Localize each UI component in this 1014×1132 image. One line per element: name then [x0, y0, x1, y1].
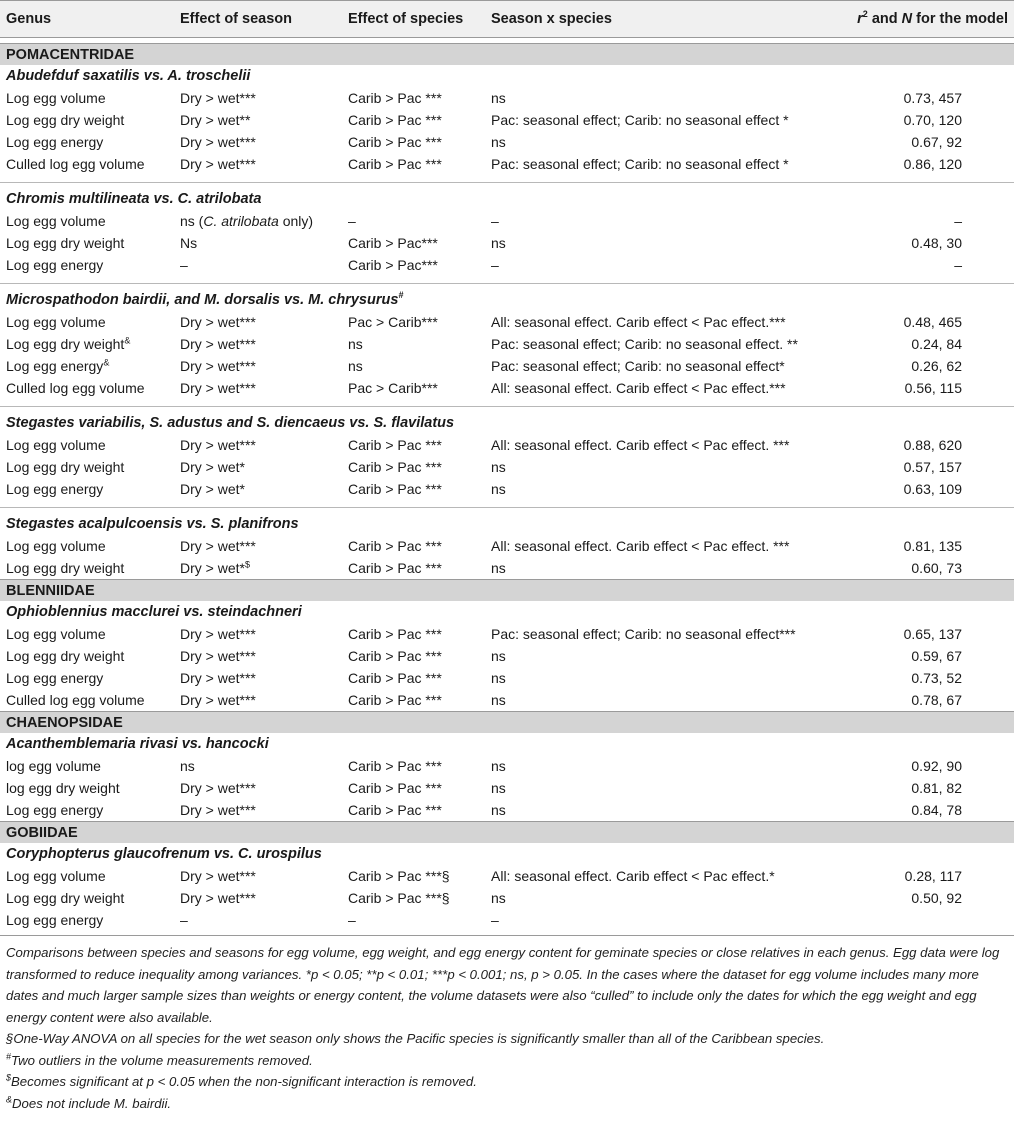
group-divider [0, 175, 1014, 183]
table-row: Log egg energy& Dry > wet*** ns Pac: seasonal effect; Carib: no seasonal effect* 0.26, 62 [6, 357, 962, 374]
table-row: log egg dry weight Dry > wet*** Carib > Pac *** ns 0.81, 82 [6, 780, 962, 796]
table-row: Log egg dry weight Dry > wet*** Carib > Pac *** ns 0.59, 67 [6, 648, 962, 664]
footnote-amp: &Does not include M. bairdii. [6, 1094, 172, 1111]
genus-title: Chromis multilineata vs. C. atrilobata [6, 191, 262, 207]
genus-title: Stegastes acalpulcoensis vs. S. planifrons [6, 516, 299, 532]
table-row: Culled log egg volume Dry > wet*** Carib > Pac *** Pac: seasonal effect; Carib: no seasonal effect * 0.86, 120 [6, 156, 962, 172]
table-row: log egg volume ns Carib > Pac *** ns 0.92, 90 [6, 758, 962, 774]
genus-title: Microspathodon bairdii, and M. dorsalis vs. M. chrysurus# [6, 290, 404, 308]
header-genus: Genus [6, 11, 52, 27]
header-species: Effect of species [348, 11, 464, 27]
genus-title: Ophioblennius macclurei vs. steindachneri [6, 604, 302, 620]
family-header-pomacentridae: POMACENTRIDAE [0, 43, 1014, 65]
footnote-dollar: $Becomes significant at p < 0.05 when the non-significant interaction is removed. [6, 1072, 477, 1089]
genus-title: Coryphopterus glaucofrenum vs. C. urospilus [6, 846, 322, 862]
group-divider [0, 399, 1014, 407]
footnote-section: §One-Way ANOVA on all species for the wet season only shows the Pacific species is significantly smaller than all of the Caribbean species. [6, 1031, 825, 1046]
table-row: Log egg volume Dry > wet*** Pac > Carib*** All: seasonal effect. Carib effect < Pac effect.*** 0.48, 465 [6, 314, 962, 330]
genus-title: Acanthemblemaria rivasi vs. hancocki [6, 736, 269, 752]
table-row: Log egg energy – – – [6, 912, 499, 928]
footnote-main: Comparisons between species and seasons for egg volume, egg weight, and egg energy content for geminate species or close relatives in each genus. Egg data were log transformed to reduce inequality among variances. *p < 0.05; **p < 0.01; ***p < 0.001; ns, p > 0.05. In the cases where the dataset for egg volume includes many more dates and much larger sample sizes than weights or energy content, the volume datasets were also “culled” to include only the dates for which the egg weight and egg energy content were also available. [6, 945, 1000, 1025]
genus-title: Abudefduf saxatilis vs. A. troschelii [6, 68, 251, 84]
table-row: Log egg dry weight Dry > wet*** Carib > Pac ***§ ns 0.50, 92 [6, 890, 962, 906]
group-divider [0, 276, 1014, 284]
table-row: Log egg dry weight Dry > wet*$ Carib > Pac *** ns 0.60, 73 [6, 559, 962, 576]
table-row: Log egg volume Dry > wet*** Carib > Pac ***§ All: seasonal effect. Carib effect < Pac effect.* 0.28, 117 [6, 868, 962, 884]
family-header-chaenopsidae: CHAENOPSIDAE [0, 711, 1014, 733]
table-row: Log egg volume Dry > wet*** Carib > Pac *** All: seasonal effect. Carib effect < Pac effect. *** 0.81, 135 [6, 538, 962, 554]
header-season: Effect of season [180, 11, 292, 27]
table-row: Log egg volume ns (C. atrilobata only) – – – [6, 213, 962, 229]
table-row: Log egg energy – Carib > Pac*** – – [6, 257, 962, 273]
table-row: Log egg energy Dry > wet*** Carib > Pac *** ns 0.67, 92 [6, 134, 962, 150]
table-row: Log egg energy Dry > wet*** Carib > Pac *** ns 0.84, 78 [6, 802, 962, 818]
table-row: Log egg dry weight& Dry > wet*** ns Pac: seasonal effect; Carib: no seasonal effect. ** 0.24, 84 [6, 335, 962, 352]
table-row: Culled log egg volume Dry > wet*** Carib > Pac *** ns 0.78, 67 [6, 692, 962, 708]
table-row: Log egg volume Dry > wet*** Carib > Pac *** ns 0.73, 457 [6, 90, 962, 106]
table-footnotes [0, 936, 1014, 1114]
table-row: Log egg energy Dry > wet*** Carib > Pac *** ns 0.73, 52 [6, 670, 962, 686]
family-header-blenniidae: BLENNIIDAE [0, 579, 1014, 601]
table-row: Log egg volume Dry > wet*** Carib > Pac *** All: seasonal effect. Carib effect < Pac effect. *** 0.88, 620 [6, 437, 962, 453]
family-header-gobiidae: GOBIIDAE [0, 821, 1014, 843]
footnote-hash: #Two outliers in the volume measurements removed. [6, 1051, 313, 1068]
table-row: Log egg dry weight Ns Carib > Pac*** ns 0.48, 30 [6, 235, 962, 251]
table-row: Log egg dry weight Dry > wet* Carib > Pac *** ns 0.57, 157 [6, 459, 962, 475]
table-row: Culled log egg volume Dry > wet*** Pac > Carib*** All: seasonal effect. Carib effect < Pac effect.*** 0.56, 115 [6, 380, 962, 396]
group-divider [0, 500, 1014, 508]
table-row: Log egg volume Dry > wet*** Carib > Pac *** Pac: seasonal effect; Carib: no seasonal effect*** 0.65, 137 [6, 626, 962, 642]
header-model: $r^2$ and N for the model [857, 9, 1008, 27]
genus-title: Stegastes variabilis, S. adustus and S. diencaeus vs. S. flavilatus [6, 415, 455, 431]
table-header [0, 0, 1014, 38]
table-row: Log egg dry weight Dry > wet** Carib > Pac *** Pac: seasonal effect; Carib: no seasonal effect * 0.70, 120 [6, 112, 962, 128]
header-interaction: Season x species [491, 11, 612, 27]
table-row: Log egg energy Dry > wet* Carib > Pac *** ns 0.63, 109 [6, 481, 962, 497]
